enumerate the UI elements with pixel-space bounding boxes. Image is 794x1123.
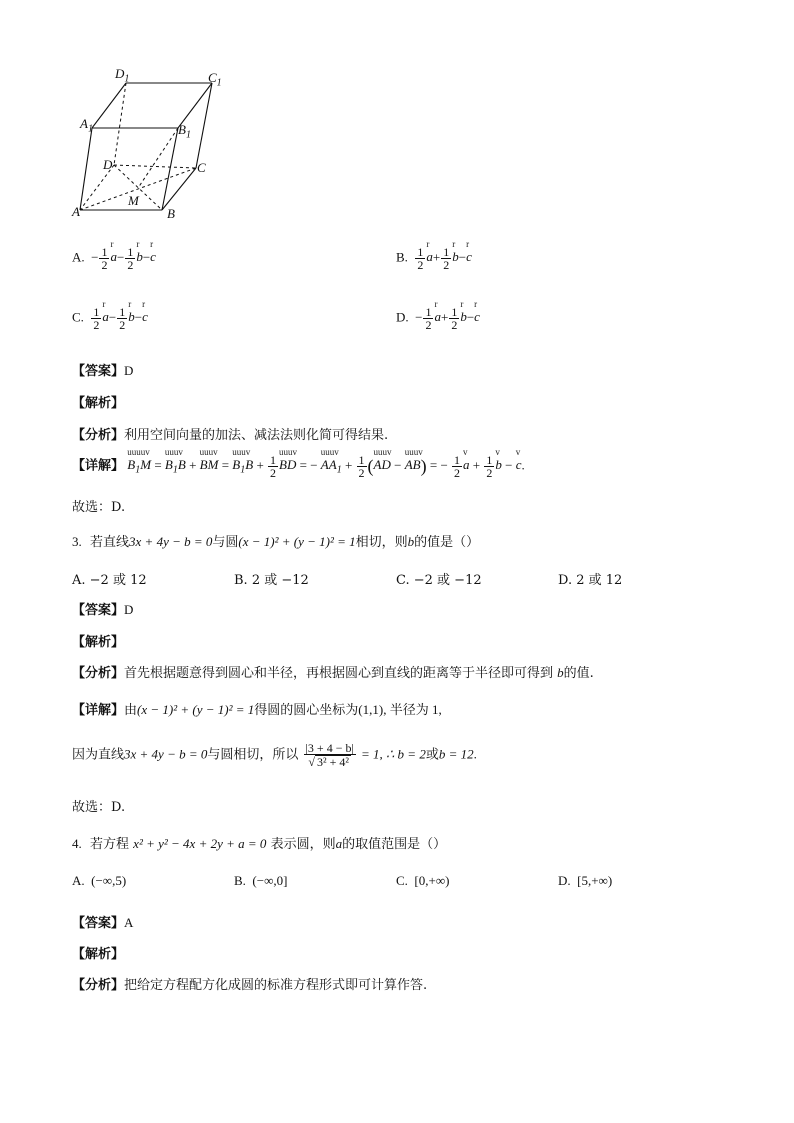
label-D1: $D_1$ xyxy=(115,66,130,85)
q4-option-c[interactable]: C. [0,+∞) xyxy=(396,873,450,888)
q2-option-a[interactable]: A. − $\frac{1}{2}$ a r − $\frac{1}{2}$ b r −c r xyxy=(72,239,156,272)
q2-option-b[interactable]: B. $\frac{1}{2}$ a r + $\frac{1}{2}$ b r −c r xyxy=(396,239,472,272)
q3-option-c[interactable]: C. −2 或 −12 xyxy=(396,573,482,588)
label-M: M xyxy=(128,193,139,208)
label-B: B xyxy=(167,206,175,221)
q4-stem: 4. 若方程 x² + y² − 4x + 2y + a = 0 表示圆，则a的取值范围是（） xyxy=(72,836,447,852)
q3-option-d[interactable]: D. 2 或 12 xyxy=(558,573,623,588)
label-C1: $C_1$ xyxy=(208,70,222,89)
q2-choice: 故选：D. xyxy=(72,500,126,515)
q4-analysis-label: 【解析】 xyxy=(72,947,125,962)
label-D: D xyxy=(103,157,113,172)
q2-option-c[interactable]: C. $\frac{1}{2}$ a r − $\frac{1}{2}$ b r −c r xyxy=(72,299,148,332)
q3-option-b[interactable]: B. 2 或 −12 xyxy=(234,573,309,588)
q4-option-d[interactable]: D. [5,+∞) xyxy=(558,873,613,888)
q3-xiangjie-line2: 因为直线3x + 4y − b = 0与圆相切，所以 $\frac{|3 + 4 - b|}{\text{√ 3² + 4²}}$ = 1, ∴ b = 2或b = 12. xyxy=(72,741,477,769)
q3-xiangjie: 【详解】由(x − 1)² + (y − 1)² = 1得圆的圆心坐标为(1,1), 半径为 1, xyxy=(72,702,442,718)
q2-analysis-label: 【解析】 xyxy=(72,396,125,411)
q3-stem: 3. 若直线3x + 4y − b = 0与圆(x − 1)² + (y − 1)² = 1相切，则b的值是（） xyxy=(72,534,480,550)
q4-fenxi: 【分析】把给定方程配方化成圆的标准方程形式即可计算作答. xyxy=(72,978,428,993)
label-A1: $A_1$ xyxy=(80,116,93,135)
q4-option-b[interactable]: B. (−∞,0] xyxy=(234,873,288,888)
q3-analysis-label: 【解析】 xyxy=(72,635,125,650)
q2-fenxi: 【分析】利用空间向量的加法、减法法则化简可得结果. xyxy=(72,428,389,443)
label-B1: $B_1$ xyxy=(178,122,191,141)
q3-choice: 故选：D. xyxy=(72,800,126,815)
label-C: C xyxy=(197,160,206,175)
q4-option-a[interactable]: A. (−∞,5) xyxy=(72,873,127,888)
q2-option-d[interactable]: D. − $\frac{1}{2}$ a r + $\frac{1}{2}$ b r −c r xyxy=(396,299,480,332)
label-A: A xyxy=(72,204,80,219)
q2-answer: 【答案】D xyxy=(72,363,134,379)
q2-xiangjie: 【详解】 $B_1M$ uuuuv = $B_1B$ uuuv + BM uuuv = $B_1B$ uuuv + $\frac{1}{2}$ BD uuuv = − $AA_1$ uuuv + $\frac{1}{2}$ (AD uuuv − AB uuuv ) = − $\frac{1}{2}$ a v + $\frac{1}{2}$ b v − c v . xyxy=(72,447,525,480)
q4-answer: 【答案】A xyxy=(72,915,134,931)
q3-option-a[interactable]: A. −2 或 12 xyxy=(72,573,147,588)
q3-fenxi: 【分析】首先根据题意得到圆心和半径，再根据圆心到直线的距离等于半径即可得到 b的值. xyxy=(72,665,594,681)
q3-answer: 【答案】D xyxy=(72,602,134,618)
